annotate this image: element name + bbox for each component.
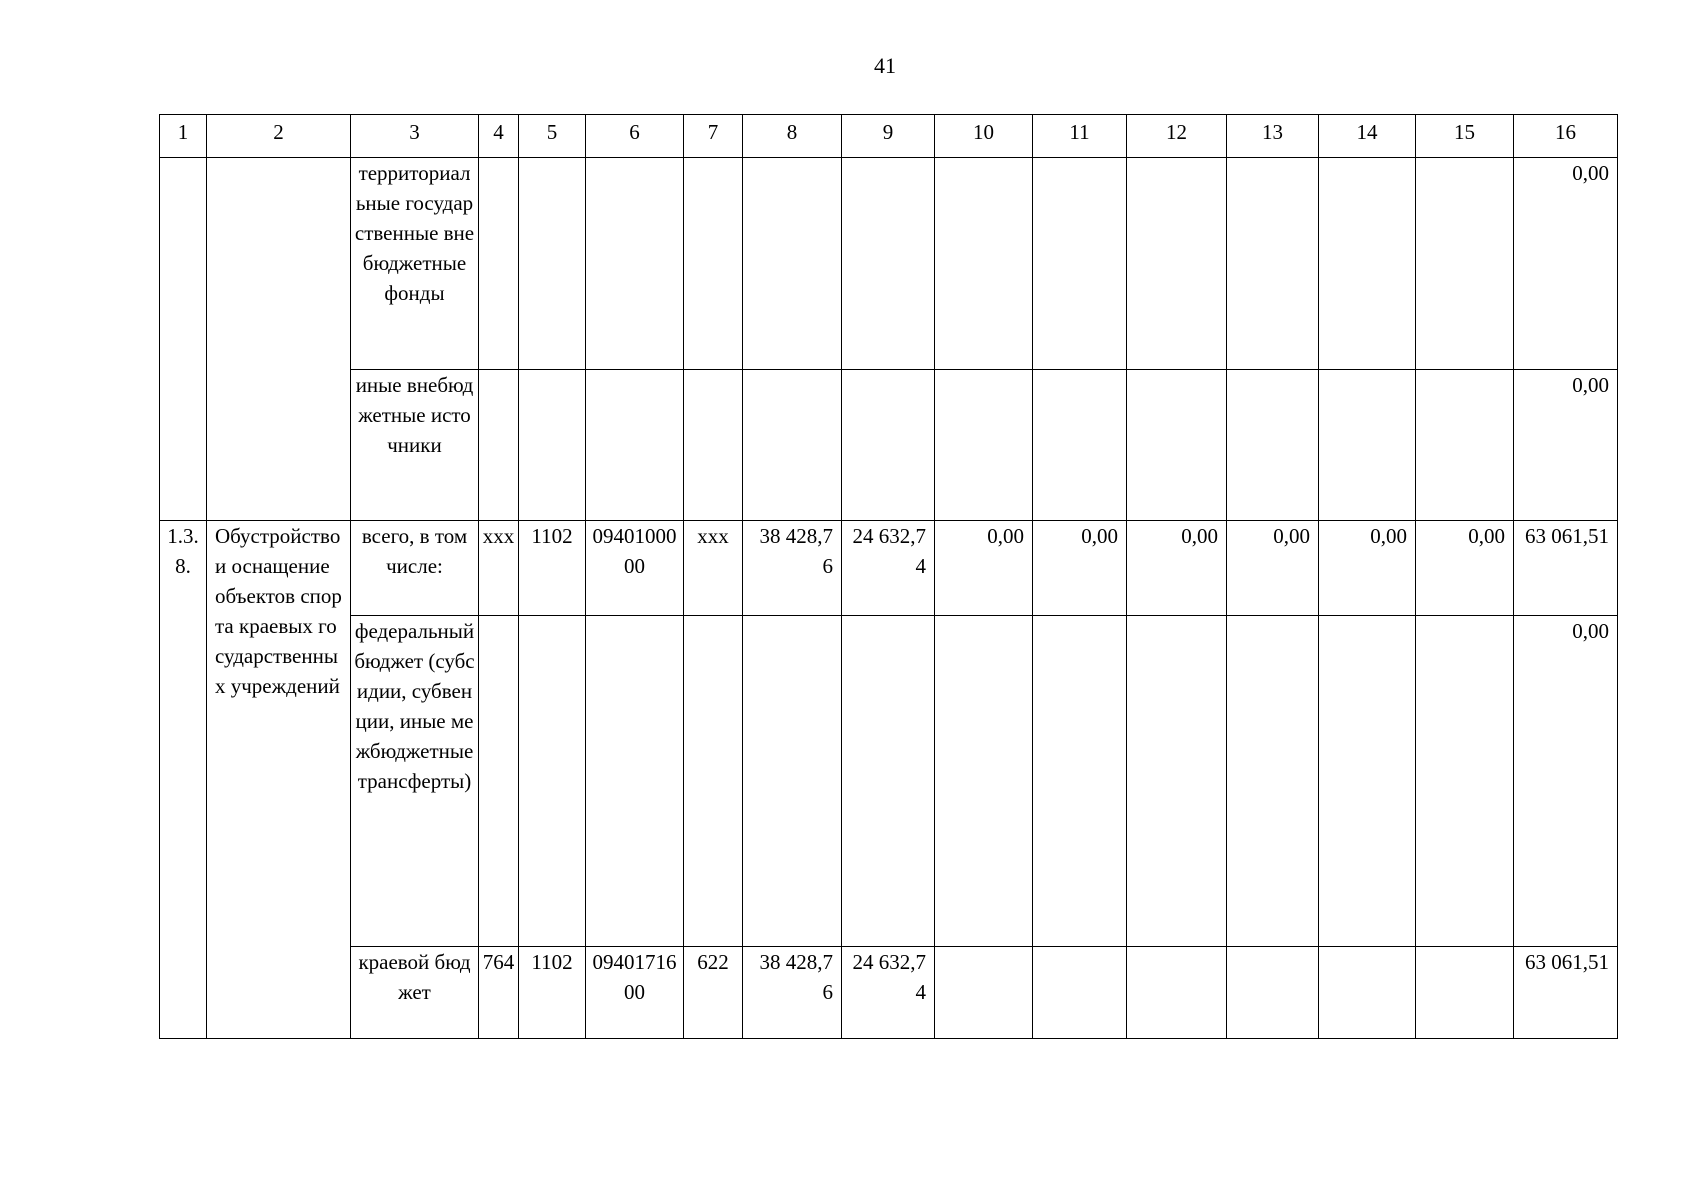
col7-value: xxx [684, 521, 743, 616]
item-number: 1.3.8. [160, 521, 207, 1039]
table-row [160, 521, 1618, 616]
col9-value: 24 632,74 [842, 521, 935, 616]
total-value: 0,00 [1514, 616, 1618, 947]
col11-value: 0,00 [1033, 521, 1127, 616]
header-cell: 12 [1127, 115, 1227, 158]
header-cell: 10 [935, 115, 1033, 158]
col10-value: 0,00 [935, 521, 1033, 616]
col4-value: xxx [479, 521, 519, 616]
col7-value: 622 [684, 947, 743, 1039]
col4-value: 764 [479, 947, 519, 1039]
table-row [160, 616, 1618, 947]
total-value: 0,00 [1514, 370, 1618, 521]
header-cell: 11 [1033, 115, 1127, 158]
header-cell: 4 [479, 115, 519, 158]
budget-table [159, 114, 1618, 1039]
header-cell: 5 [519, 115, 586, 158]
source-label: федеральный бюджет (субсидии, субвенции, иные межбюджетные трансферты) [351, 616, 479, 947]
col12-value: 0,00 [1127, 521, 1227, 616]
page-number: 41 [874, 53, 896, 78]
col5-value: 1102 [519, 521, 586, 616]
source-label: всего, в том числе: [351, 521, 479, 616]
col8-value: 38 428,76 [743, 521, 842, 616]
header-cell: 7 [684, 115, 743, 158]
col14-value: 0,00 [1319, 521, 1416, 616]
source-label: иные внебюджетные источники [351, 370, 479, 521]
col6-value: 0940100000 [586, 521, 684, 616]
header-cell: 8 [743, 115, 842, 158]
table-row [160, 158, 1618, 370]
table-row [160, 370, 1618, 521]
col9-value: 24 632,74 [842, 947, 935, 1039]
header-cell: 9 [842, 115, 935, 158]
total-value: 63 061,51 [1514, 521, 1618, 616]
empty-cell [207, 158, 351, 521]
total-value: 63 061,51 [1514, 947, 1618, 1039]
total-value: 0,00 [1514, 158, 1618, 370]
col6-value: 0940171600 [586, 947, 684, 1039]
col15-value: 0,00 [1416, 521, 1514, 616]
header-row [160, 115, 1618, 158]
col8-value: 38 428,76 [743, 947, 842, 1039]
header-cell: 3 [351, 115, 479, 158]
header-cell: 13 [1227, 115, 1319, 158]
header-cell: 2 [207, 115, 351, 158]
col5-value: 1102 [519, 947, 586, 1039]
header-cell: 6 [586, 115, 684, 158]
source-label: территориальные государственные внебюджетные фонды [351, 158, 479, 370]
source-label: краевой бюджет [351, 947, 479, 1039]
table-row [160, 947, 1618, 1039]
header-cell: 14 [1319, 115, 1416, 158]
header-cell: 1 [160, 115, 207, 158]
header-cell: 16 [1514, 115, 1618, 158]
header-cell: 15 [1416, 115, 1514, 158]
empty-cell [160, 158, 207, 521]
col13-value: 0,00 [1227, 521, 1319, 616]
item-name: Обустройство и оснащение объектов спорта краевых государственных учреждений [207, 521, 351, 1039]
